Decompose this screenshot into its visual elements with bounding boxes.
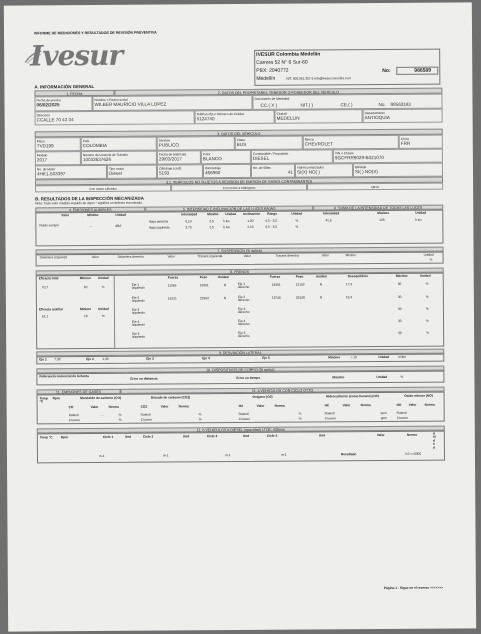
nombre-value: WILBER MAURICIO VILLA LOPEZ bbox=[94, 101, 167, 107]
direccion-value: CCALLE 70 43 34 bbox=[36, 116, 74, 122]
ciclo4-und: Und bbox=[318, 433, 326, 438]
linea-value: FRR bbox=[400, 140, 411, 146]
baja-izq-min: 2,5 bbox=[209, 225, 214, 230]
co-crucero: Crucero bbox=[68, 418, 81, 423]
susp-unit: Unidad bbox=[423, 252, 434, 257]
emisiones-audibles-band: 4. EMISIONES AUDIBLES bbox=[35, 207, 145, 213]
sillas-value: 41 bbox=[287, 169, 294, 175]
no-title: Óxido nitroso (NO) bbox=[404, 393, 433, 398]
vehiculo-band: 3. DATOS DEL VEHÍCULO bbox=[35, 129, 443, 138]
eje2-der-fuerza: 13746 bbox=[271, 295, 281, 300]
rango-header: Rango bbox=[267, 211, 278, 216]
diesel-resultado-label: Resultado bbox=[340, 452, 357, 457]
co-norma-header: Norma bbox=[108, 404, 119, 409]
baja-der-min: 2,5 bbox=[209, 219, 214, 224]
co-title: Monóxido de carbono (CO) bbox=[80, 395, 122, 401]
servicio-label: Servicio bbox=[158, 137, 171, 143]
taximetro-band: 10. DISPOSITIVOS DE COBRO (Si aplica) bbox=[36, 366, 444, 374]
blindaje-cell bbox=[353, 163, 443, 178]
suma-int-header: Intensidad bbox=[323, 211, 340, 216]
pais-value: COLOMBIA bbox=[82, 142, 108, 148]
baja-izq-pct: % bbox=[295, 224, 299, 229]
vidrios-value: SI(X) NO( ) bbox=[296, 168, 320, 175]
diesel-temp-label: Temp °C bbox=[39, 435, 53, 440]
telefono-label: Teléfono fijo o Número de Celular bbox=[196, 111, 244, 116]
doc-ce: CE.( ) bbox=[340, 102, 353, 108]
co2-crucero: Crucero bbox=[140, 417, 153, 422]
baja-izq-label: Baja izquierda bbox=[149, 225, 170, 230]
eje2-der-peso: 26168 bbox=[295, 295, 305, 300]
eje3-max: 30 bbox=[397, 306, 402, 311]
no-norma-header: Norma bbox=[424, 402, 435, 407]
desv-unit-value: m/km bbox=[398, 354, 407, 359]
doc-cc: CC.( X ) bbox=[260, 102, 278, 108]
combustible-value: DIESEL bbox=[252, 155, 270, 161]
servicio-cell bbox=[157, 136, 235, 151]
page-footer: Página 1 - Sigue en el reverso >>>>>>> bbox=[383, 585, 444, 591]
desv-eje1-value: 7,30 bbox=[54, 357, 61, 362]
eje2-izq-fuerza: 16221 bbox=[167, 296, 177, 301]
peso-header-r: Peso bbox=[295, 274, 304, 279]
o2-header: O2 bbox=[238, 403, 243, 409]
marca-cell bbox=[303, 135, 399, 150]
fecha-prueba-label: Fecha de prueba bbox=[36, 97, 61, 102]
no-ralenti: Ralentí bbox=[396, 410, 407, 415]
departamento-label: Departamento bbox=[364, 110, 385, 115]
aux-value: 61,1 bbox=[41, 314, 49, 319]
otto-temp-label: Temp °C bbox=[39, 396, 48, 404]
motor-label: No. de Motor bbox=[36, 166, 56, 171]
doc-no-label: No. bbox=[378, 101, 386, 108]
eficacia-min-header: Mínimo bbox=[79, 276, 91, 281]
baja-izq-unit: k lux bbox=[223, 225, 230, 230]
company-nit: NIT: 900.061.357-5 info@ivesurcolombia.com bbox=[286, 76, 351, 81]
ciclo2-und: Und bbox=[182, 434, 190, 439]
diesel-norma-value: 2,0 <=5000 bbox=[404, 451, 422, 456]
tax-referencia: Referencia comercial de la llanta bbox=[39, 374, 89, 379]
eje5-pct: % bbox=[426, 330, 429, 335]
report-number: 986589 bbox=[414, 67, 431, 74]
desv-unit-label: Unidad bbox=[378, 354, 390, 360]
vin-value: 9GCFRR9029-B021070 bbox=[334, 154, 384, 160]
diesel-norma-header: Norma bbox=[406, 432, 417, 437]
suma-int-value: 41,5 bbox=[325, 218, 332, 223]
co-crucero-pct: % bbox=[118, 417, 122, 422]
eje1-izq-peso: 19001 bbox=[199, 283, 209, 288]
suma-band: 6. SUMA DE LA INTENSIDAD DE TODAS LAS LUCES bbox=[313, 205, 443, 211]
baja-izq-incl: 2,10 bbox=[247, 224, 254, 229]
co-header: CO bbox=[68, 405, 74, 410]
o2-norma-header: Norma bbox=[274, 403, 285, 408]
desv-max-value: +-10 bbox=[350, 355, 357, 360]
eficacia-aux-label: Eficacia auxiliar bbox=[38, 307, 64, 312]
co2-ralenti-pct: % bbox=[198, 412, 202, 417]
report-number-label: No: bbox=[382, 67, 391, 75]
cilindraje-label: Cilindraje (cm3) bbox=[158, 165, 182, 171]
tipo-motor-label: Tipo motor bbox=[108, 166, 125, 171]
ruido-label: Ruido escape bbox=[39, 223, 59, 228]
kilometraje-label: Kilometraje bbox=[204, 165, 221, 170]
desviacion-band: 9. DESVIACIÓN LATERAL bbox=[36, 349, 444, 357]
motor-cell bbox=[35, 165, 107, 180]
o2-valor-header: Valor bbox=[256, 403, 265, 408]
eje1-izq-label: Eje 1 izquierdo bbox=[131, 282, 145, 290]
tax-unit: Unidad bbox=[376, 374, 388, 380]
pais-cell bbox=[81, 137, 157, 152]
tax-pct: % bbox=[400, 374, 404, 379]
co2-crucero-pct: % bbox=[198, 417, 202, 422]
eje1-izq-fuerza: 11965 bbox=[167, 283, 177, 288]
hc-ralenti-ppm: ppm bbox=[380, 410, 387, 416]
eje1-pct: % bbox=[425, 281, 429, 286]
eficacia-total-label: Eficacia total bbox=[38, 276, 59, 281]
susp-tra-der: Trasera derecha bbox=[275, 253, 299, 258]
combustible-cell bbox=[251, 149, 333, 164]
eje5-max: 30 bbox=[398, 330, 402, 335]
peso-header-l: Peso bbox=[199, 275, 208, 280]
co2-ralenti: Ralentí bbox=[140, 412, 151, 417]
linea-cell bbox=[399, 135, 443, 149]
ciudad-value: MEDELLIN bbox=[276, 115, 300, 121]
int-header: Intensidad bbox=[181, 212, 198, 217]
ciudad-cell bbox=[275, 109, 363, 124]
eje1-der-n: N bbox=[319, 282, 323, 287]
licencia-cell bbox=[81, 151, 157, 166]
eje2-izq-label: Eje 2 izquierdo bbox=[131, 295, 145, 303]
eje4-der-label: Eje 4 derecho bbox=[238, 318, 250, 327]
suma-max-header: Máximo bbox=[377, 210, 390, 216]
direccion-label: Dirección bbox=[36, 112, 50, 117]
ciclo3-m1: m-1 bbox=[224, 453, 231, 458]
fecha-band: 1. FECHA bbox=[34, 90, 114, 97]
eje2-max: 30 bbox=[397, 294, 402, 299]
ruido-unit: dBA bbox=[115, 223, 122, 228]
hc-title: Hidrocarburos (como hexano) (HC) bbox=[325, 394, 380, 399]
co-ralenti-pct: % bbox=[118, 412, 122, 417]
eje1-max: 30 bbox=[397, 281, 402, 286]
eje1-der-fuerza: 14581 bbox=[271, 282, 281, 287]
fecha-matricula-label: Fecha de Matrícula bbox=[158, 151, 187, 157]
hc-ralenti: Ralentí bbox=[324, 411, 335, 416]
eje2-izq-n: N bbox=[223, 296, 227, 301]
departamento-cell bbox=[363, 109, 443, 124]
tax-max: Máximo bbox=[332, 375, 345, 380]
unit-header-r: Unidad bbox=[315, 274, 327, 279]
ciclo3-und: Und bbox=[242, 433, 250, 438]
baja-der-rango: 0,5 - 3,5 bbox=[265, 218, 278, 223]
tax-error-tiempo: Error en tiempo bbox=[236, 375, 261, 381]
max-header: Máximo bbox=[395, 273, 408, 278]
int-unit-header: Unidad bbox=[225, 212, 237, 217]
ruido-min-header: Mínimo bbox=[87, 212, 99, 218]
clase-cell bbox=[235, 136, 303, 150]
pais-label: País bbox=[82, 138, 90, 143]
motor-value: 4HK1-503397 bbox=[36, 170, 66, 176]
susp-pct: % bbox=[429, 257, 433, 262]
co-ralenti: Ralentí bbox=[68, 413, 79, 418]
direccion-cell bbox=[35, 110, 195, 125]
baja-der-int: 6,10 bbox=[185, 219, 192, 224]
company-name: IVESUR Colombia Medellín bbox=[256, 51, 321, 58]
form-title: INFORME DE MEDICIONES Y RESULTADOS DE REVISIÓN PREVENTIVA bbox=[34, 30, 157, 36]
deseq-unit-header: Unidad bbox=[419, 273, 431, 278]
diesel-band: 11. b VEHÍCULOS A DIÉSEL (opacidad) LTOE: 430mm bbox=[37, 426, 445, 434]
eje4-izq-label: Eje 4 izquierdo bbox=[132, 319, 146, 327]
section-b-note: Nota: Todo valor medido seguido de signo * significa un defecto encontrado. bbox=[35, 200, 143, 206]
baja-der-pct: % bbox=[295, 218, 299, 223]
marca-label: Marca bbox=[304, 136, 314, 142]
eje4-max: 30 bbox=[398, 318, 402, 323]
ruido-valor-header: Valor bbox=[61, 213, 70, 218]
eje1-deseq: 17,9 bbox=[345, 282, 353, 287]
aux-min: 18 bbox=[83, 314, 88, 319]
int-min-header: Mínimo bbox=[207, 212, 219, 217]
baja-der-label: Baja derecha bbox=[149, 219, 169, 224]
susp-valor-4: Valor bbox=[321, 253, 329, 258]
susp-del-der: Delantera derecha bbox=[117, 254, 144, 259]
baja-izq-rango: 0,5 - 3,5 bbox=[265, 224, 278, 229]
hc-valor-header: Valor bbox=[342, 403, 351, 408]
co2-header: CO2 bbox=[140, 404, 148, 409]
eje3-pct: % bbox=[425, 306, 429, 311]
section-b-title: B. RESULTADOS DE LA INSPECCIÓN MECANIZADA bbox=[35, 195, 144, 202]
telefono-cell bbox=[195, 110, 275, 125]
desv-eje3-label: Eje 3 bbox=[146, 356, 154, 361]
eje5-izq-label: Eje 5 izquierdo bbox=[132, 331, 146, 339]
no-header: NO bbox=[396, 402, 402, 407]
ciclo2-label: Ciclo 2 bbox=[142, 434, 154, 439]
fecha-matricula-value: 29/03/2017 bbox=[158, 155, 182, 162]
eficacia-unit: % bbox=[101, 284, 105, 289]
no-crucero: Crucero bbox=[396, 415, 409, 420]
tax-error-distancia: Error en distancia bbox=[130, 376, 158, 381]
marca-value: CHEVROLET bbox=[304, 140, 333, 147]
eficacia-min: 50 bbox=[83, 285, 88, 290]
co-ralenti-dash: — bbox=[100, 412, 104, 417]
susp-valor-1: Valor bbox=[91, 254, 99, 260]
blindaje-label: Blindaje bbox=[354, 164, 367, 169]
propietario-band: 2. DATOS DEL PROPIETARIO, TENEDOR O POSEEDOR DEL VEHÍCULO bbox=[114, 88, 442, 96]
electrico-cell: Con motor eléctrico bbox=[35, 184, 171, 192]
cilindraje-value: 5193 bbox=[158, 169, 170, 176]
otto-rpm-label: Rpm bbox=[52, 396, 60, 401]
ciclo4-m1: m-1 bbox=[280, 452, 287, 457]
placa-value: TVD199 bbox=[36, 142, 54, 148]
gases-band: 11. EMISIONES DE GASES bbox=[37, 389, 121, 395]
kilometraje-cell bbox=[203, 164, 251, 178]
susp-del-izq: Delantera izquierda bbox=[39, 255, 68, 260]
section-a-title: A. INFORMACIÓN GENERAL bbox=[34, 84, 95, 90]
vin-cell bbox=[333, 149, 443, 164]
co2-valor-header: Valor bbox=[160, 404, 169, 409]
color-cell bbox=[201, 150, 251, 164]
no-sujetos-band: 3.1. VEHÍCULOS NO SUJETOS A REVISIÓN DE EMISIÓN DE GASES CONTAMINANTES bbox=[35, 177, 443, 186]
clase-value: BUS bbox=[236, 141, 247, 147]
o2-ralenti: Ralentí bbox=[238, 411, 249, 417]
placa-label: Placa bbox=[36, 138, 45, 143]
ciclo3-label: Ciclo 3 bbox=[206, 434, 218, 439]
baja-der-incl: 1,00 bbox=[247, 218, 254, 223]
licencia-label: Número de Licencia de Tránsito bbox=[82, 152, 128, 157]
susp-valor-3: Valor bbox=[243, 253, 251, 258]
ciudad-label: Ciudad bbox=[276, 111, 287, 116]
intensidad-band: 5. INTENSIDAD E INCLINACIÓN DE LAS LUCES BAJAS bbox=[145, 205, 313, 211]
desv-max-label: Máximo bbox=[328, 355, 341, 360]
eje2-pct: % bbox=[425, 294, 429, 299]
eje1-izq-n: N bbox=[223, 283, 227, 288]
co2-title: Dióxido de carbono (CO2) bbox=[150, 395, 191, 400]
blindaje-value: SI( ) NO(X) bbox=[354, 168, 378, 174]
vidrios-label: Vidrios polarizados bbox=[296, 164, 324, 170]
ciclo1-m1: m-1 bbox=[98, 453, 105, 458]
doc-nit: NIT.( ) bbox=[300, 102, 314, 108]
eje2-deseq: 15,3 bbox=[345, 295, 353, 300]
placa-cell bbox=[35, 137, 81, 151]
susp-valor-2: Valor bbox=[167, 254, 175, 259]
diesel-unit-vertical: Unidad bbox=[432, 431, 436, 450]
ciclo2-m1: m-1 bbox=[162, 453, 169, 458]
eje2-der-label: Eje 2 derecho bbox=[237, 294, 250, 303]
inspection-report-page bbox=[4, 2, 476, 631]
tipo-motor-cell bbox=[107, 165, 157, 179]
eje4-pct: % bbox=[426, 318, 429, 323]
ruido-unit-header: Unidad bbox=[115, 212, 127, 217]
no-valor-header: Valor bbox=[408, 402, 417, 407]
aux-min-header: Mínimo bbox=[79, 307, 92, 312]
nombre-cell bbox=[92, 95, 252, 111]
eje2-der-n: N bbox=[319, 295, 323, 300]
eje3-izq-label: Eje 3 izquierdo bbox=[131, 307, 145, 315]
cilindraje-cell bbox=[157, 164, 203, 178]
company-address: Carrera 52 N° 6 Sur-60 bbox=[256, 59, 308, 66]
eje3-der-label: Eje 3 derecho bbox=[237, 306, 250, 315]
desv-eje2-label: Eje 2 bbox=[86, 357, 94, 362]
o2-crucero-pct: % bbox=[298, 416, 302, 421]
eficacia-value: 70,7 bbox=[41, 285, 49, 290]
company-city: Medellín bbox=[256, 75, 276, 82]
eficacia-unit-header: Unidad bbox=[97, 275, 109, 280]
company-phone: PBX: 2040772 bbox=[256, 67, 289, 74]
o2-title: Oxígeno (O2) bbox=[252, 394, 273, 399]
departamento-value: ANTIOQUIA bbox=[364, 114, 390, 120]
ruido-value: — bbox=[89, 224, 93, 229]
hc-crucero-ppm: ppm bbox=[380, 415, 387, 421]
vidrios-cell bbox=[295, 163, 353, 177]
doc-no: 98563183 bbox=[390, 101, 411, 107]
ciclo4-label: Ciclo 4 bbox=[266, 433, 278, 438]
fuerza-header-l: Fuerza bbox=[167, 275, 179, 280]
fuerza-header-r: Fuerza bbox=[269, 274, 281, 279]
vin-label: VIN o Chasis bbox=[334, 150, 354, 155]
suma-unit-value: k lux bbox=[415, 217, 422, 222]
telefono-value: 5124740 bbox=[196, 115, 215, 121]
rango-unit-header: Unidad bbox=[291, 211, 303, 216]
fecha-prueba-value: 06/02/2025 bbox=[36, 101, 60, 107]
tipo-motor-value: Diésel bbox=[108, 170, 122, 176]
modelo-cell bbox=[35, 151, 81, 165]
eje5-der-label: Eje 5 derecho bbox=[238, 330, 250, 339]
suspension-band: 7. SUSPENSIÓN (Si aplica) bbox=[36, 247, 444, 255]
otto-band: 11. a VEHÍCULOS CON CICLO OTTO bbox=[120, 387, 444, 394]
frenos-band: 8. FRENOS bbox=[36, 268, 444, 276]
aux-unit-header: Unidad bbox=[97, 306, 109, 311]
hc-norma-header: Norma bbox=[360, 403, 371, 408]
eje1-der-label: Eje 1 derecho bbox=[237, 281, 250, 290]
eje1-der-peso: 12192 bbox=[295, 282, 305, 287]
co-valor-header: Valor bbox=[90, 404, 99, 410]
linea-label: Línea bbox=[400, 136, 409, 141]
baja-izq-int: 3,70 bbox=[185, 225, 192, 230]
diesel-valor-header: Valor bbox=[376, 432, 385, 438]
ciclo1-und: Und bbox=[124, 434, 132, 439]
hidrogeno-cell: Con motor a hidrógeno bbox=[171, 184, 307, 192]
modelo-value: 2017 bbox=[36, 156, 48, 162]
sillas-cell bbox=[251, 164, 295, 178]
o2-ralenti-pct: % bbox=[298, 411, 302, 416]
aux-unit: % bbox=[101, 313, 105, 318]
susp-min: Mínimo bbox=[345, 253, 357, 258]
incl-header: Inclinación bbox=[243, 211, 260, 216]
kilometraje-value: 466960 bbox=[204, 169, 221, 175]
o2-crucero: Crucero bbox=[238, 416, 251, 422]
diesel-rpm-label: Rpm bbox=[60, 435, 68, 440]
modelo-label: Modelo bbox=[36, 152, 48, 157]
suma-unit-header: Unidad bbox=[415, 210, 427, 215]
co2-norma-header: Norma bbox=[178, 404, 189, 409]
eje2-izq-peso: 22963 bbox=[199, 296, 209, 301]
unit-header-l: Unidad bbox=[217, 275, 229, 280]
fecha-matricula-cell bbox=[157, 150, 201, 164]
company-logo: Ivesur bbox=[30, 38, 123, 73]
nombre-label: Nombre o Razón social bbox=[94, 97, 128, 102]
desv-eje4-label: Eje 4 bbox=[202, 356, 210, 361]
combustible-label: Combustible / Propulsión bbox=[252, 151, 289, 156]
hc-crucero: Crucero bbox=[324, 416, 337, 421]
licencia-value: 10032637626 bbox=[82, 156, 112, 162]
baja-der-unit: k lux bbox=[223, 219, 230, 224]
documento-label: Documento de Identidad bbox=[254, 96, 290, 101]
suma-max-value: 225 bbox=[379, 217, 385, 223]
servicio-value: PUBLICO bbox=[158, 141, 179, 148]
desv-eje5-label: Eje 5 bbox=[262, 355, 270, 360]
ciclo1-label: Ciclo 1 bbox=[102, 434, 114, 439]
deseq-header: Desequilibrio bbox=[347, 274, 368, 279]
susp-tra-izq: Trasera izquierda bbox=[197, 254, 223, 259]
sillas-label: No. de Sillas bbox=[252, 165, 271, 170]
desv-eje2-value: 1,30 bbox=[102, 356, 109, 361]
desv-eje1-label: Eje 1 bbox=[39, 357, 47, 362]
fecha-prueba-cell bbox=[34, 96, 92, 111]
hc-header: HC bbox=[324, 403, 330, 408]
color-label: Color bbox=[202, 151, 211, 156]
otros-cell: Otros bbox=[307, 183, 443, 191]
color-value: BLANCO bbox=[202, 155, 222, 161]
clase-label: Clase bbox=[236, 137, 245, 142]
